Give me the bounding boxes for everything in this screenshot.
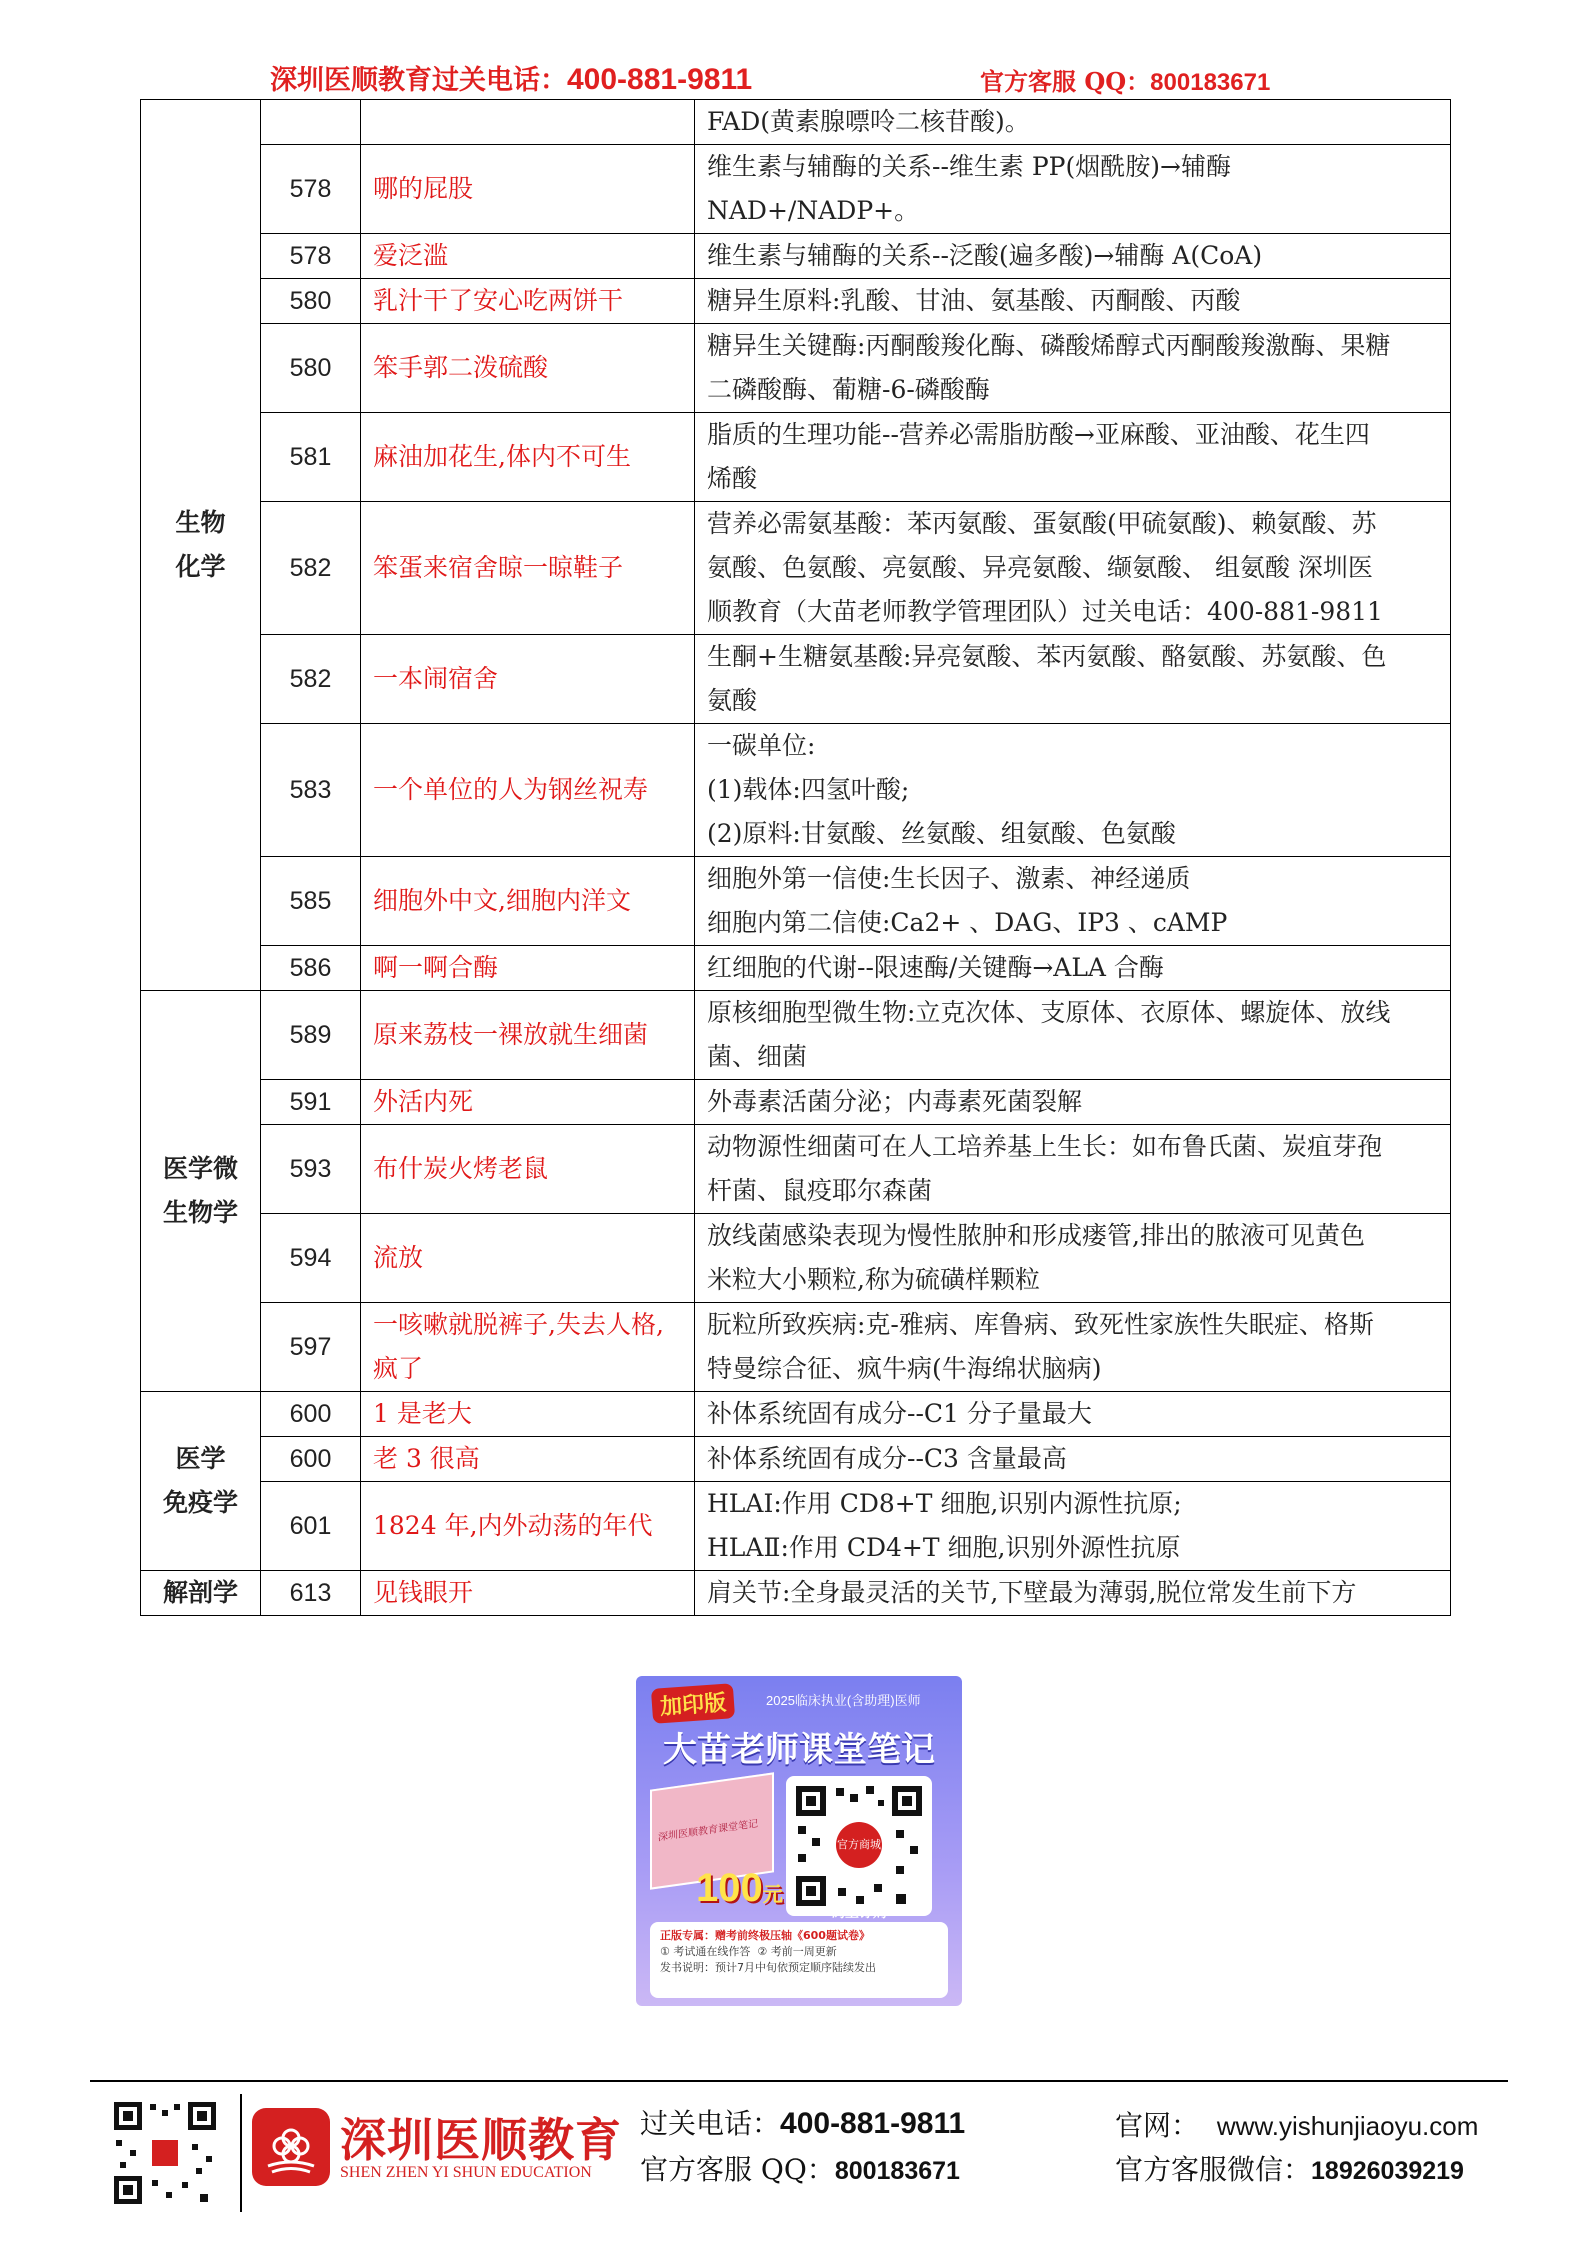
content-line: 肩关节:全身最灵活的关节,下壁最为薄弱,脱位常发生前下方 (707, 1578, 1357, 1607)
footer-site-url[interactable]: www.yishunjiaoyu.com (1216, 2111, 1479, 2141)
content-line: 维生素与辅酶的关系--泛酸(遍多酸)→辅酶 A(CoA) (707, 241, 1263, 270)
subject-line: 生物 (175, 508, 226, 537)
table-row (141, 324, 1451, 413)
mnemonic-cell: 老 3 很高 (361, 1437, 695, 1482)
content-line: 补体系统固有成分--C3 含量最高 (707, 1444, 1067, 1473)
table-row (141, 234, 1451, 279)
content-cell (695, 1080, 1451, 1125)
content-line: 补体系统固有成分--C1 分子量最大 (707, 1399, 1092, 1428)
table-row (141, 1437, 1451, 1482)
footer-hotline (640, 2102, 965, 2142)
content-line: 红细胞的代谢--限速酶/关键酶→ALA 合酶 (707, 953, 1164, 982)
table-row (141, 502, 1451, 635)
footer-wechat-label: 官方客服微信： (1115, 2153, 1312, 2186)
mnemonic-cell: 啊一啊合酶 (361, 946, 695, 991)
mnemonic-cell: 原来荔枝一裸放就生细菌 (361, 991, 695, 1080)
footer-qr-code-icon[interactable] (112, 2100, 218, 2206)
page-cell: 578 (261, 234, 361, 279)
subject-cell (141, 1571, 261, 1616)
page-cell (261, 100, 361, 145)
header-qq-number: 800183671 (1150, 69, 1271, 96)
page-header (140, 56, 1350, 98)
book-cover-text: 深圳医顺教育课堂笔记 (658, 1818, 758, 1844)
footer-separator (240, 2094, 242, 2212)
content-line: NAD+/NADP+。 (707, 196, 920, 225)
feature-2: ② 考前一周更新 (757, 1945, 837, 1958)
content-cell (695, 1303, 1451, 1392)
content-cell (695, 724, 1451, 857)
mnemonic-cell: 麻油加花生,体内不可生 (361, 413, 695, 502)
price-unit: 元 (762, 1884, 783, 1906)
content-line: 维生素与辅酶的关系--维生素 PP(烟酰胺)→辅酶 (707, 152, 1231, 181)
content-cell (695, 1392, 1451, 1437)
footer-qq-number: 800183671 (834, 2157, 960, 2185)
page-cell: 613 (261, 1571, 361, 1616)
content-line: (1)载体:四氢叶酸; (707, 775, 910, 804)
content-line: 糖异生原料:乳酸、甘油、氨基酸、丙酮酸、丙酸 (707, 286, 1241, 315)
page-cell: 594 (261, 1214, 361, 1303)
content-line: 脂质的生理功能--营养必需脂肪酸→亚麻酸、亚油酸、花生四 (707, 420, 1370, 449)
content-line: 放线菌感染表现为慢性脓肿和形成瘘管,排出的脓液可见黄色 (707, 1221, 1365, 1250)
footer-hotline-label: 过关电话： (640, 2107, 781, 2140)
footer-wechat (1115, 2148, 1464, 2188)
brand-name-en: SHEN ZHEN YI SHUN EDUCATION (340, 2164, 592, 2181)
footer-wechat-number: 18926039219 (1311, 2157, 1464, 2185)
content-cell (695, 1125, 1451, 1214)
content-cell (695, 1214, 1451, 1303)
footer-divider (90, 2080, 1508, 2082)
content-line: 顺教育（大苗老师教学管理团队）过关电话：400-881-9811 (707, 597, 1383, 626)
content-cell (695, 413, 1451, 502)
content-cell (695, 1482, 1451, 1571)
content-line: HLAⅠ:作用 CD8+T 细胞,识别内源性抗原; (707, 1489, 1182, 1518)
subject-cell (141, 991, 261, 1392)
subject-line: 生物学 (162, 1198, 238, 1227)
mnemonic-cell: 一个单位的人为钢丝祝寿 (361, 724, 695, 857)
content-cell (695, 1571, 1451, 1616)
page-cell: 600 (261, 1392, 361, 1437)
content-cell (695, 279, 1451, 324)
page-cell: 582 (261, 502, 361, 635)
promo-edition: 2025临床执业(含助理)医师 (766, 1693, 921, 1708)
header-qq (980, 62, 1270, 97)
mnemonic-cell: 外活内死 (361, 1080, 695, 1125)
page-cell: 582 (261, 635, 361, 724)
content-line: 菌、细菌 (707, 1042, 808, 1071)
subject-cell (141, 1392, 261, 1571)
mnemonic-cell: 爱泛滥 (361, 234, 695, 279)
footer-hotline-number: 400-881-9811 (780, 2107, 966, 2140)
table-row (141, 991, 1451, 1080)
content-cell (695, 100, 1451, 145)
page-cell: 585 (261, 857, 361, 946)
page-cell: 600 (261, 1437, 361, 1482)
mnemonic-cell: 笨手郭二泼硫酸 (361, 324, 695, 413)
promo-banner[interactable] (636, 1676, 962, 2006)
content-line: 米粒大小颗粒,称为硫磺样颗粒 (707, 1265, 1040, 1294)
content-line: 烯酸 (707, 464, 758, 493)
page-cell: 601 (261, 1482, 361, 1571)
page-cell: 580 (261, 324, 361, 413)
promo-badge: 加印版 (651, 1683, 735, 1724)
subject-cell (141, 100, 261, 991)
mnemonic-cell: 布什炭火烤老鼠 (361, 1125, 695, 1214)
page-cell: 586 (261, 946, 361, 991)
footer-website[interactable] (1115, 2104, 1478, 2144)
mnemonic-cell: 见钱眼开 (361, 1571, 695, 1616)
table-row (141, 413, 1451, 502)
content-cell (695, 857, 1451, 946)
content-cell (695, 234, 1451, 279)
qr-caption: 码上订购 (831, 1905, 887, 1921)
promo-price (696, 1866, 783, 1911)
mnemonic-cell (361, 100, 695, 145)
content-line: 细胞内第二信使:Ca2+ 、DAG、IP3 、cAMP (707, 908, 1228, 937)
promo-gift (650, 1922, 948, 1944)
page-cell: 581 (261, 413, 361, 502)
table-row (141, 635, 1451, 724)
promo-info-panel (650, 1922, 948, 1998)
content-line: (2)原料:甘氨酸、丝氨酸、组氨酸、色氨酸 (707, 819, 1176, 848)
content-line: HLAⅡ:作用 CD4+T 细胞,识别外源性抗原 (707, 1533, 1181, 1562)
content-cell (695, 502, 1451, 635)
content-line: 二磷酸酶、葡糖-6-磷酸酶 (707, 375, 990, 404)
table-row (141, 1482, 1451, 1571)
content-line: 氨酸 (707, 686, 758, 715)
table-row (141, 100, 1451, 145)
gift-label: 正版专属： (660, 1929, 715, 1942)
table-row (141, 1303, 1451, 1392)
content-line: 氨酸、色氨酸、亮氨酸、异亮氨酸、缬氨酸、 组氨酸 深圳医 (707, 553, 1373, 582)
table-row (141, 946, 1451, 991)
page-cell: 593 (261, 1125, 361, 1214)
mnemonic-cell: 哪的屁股 (361, 145, 695, 234)
content-line: 动物源性细菌可在人工培养基上生长：如布鲁氏菌、炭疽芽孢 (707, 1132, 1383, 1161)
promo-shipping: 发书说明：预计7月中旬依预定顺序陆续发出 (660, 1961, 876, 1974)
subject-line: 化学 (175, 552, 226, 581)
qr-logo: 官方商城 (836, 1822, 882, 1868)
footer-qq-label: 官方客服 QQ： (640, 2153, 835, 2186)
content-cell (695, 991, 1451, 1080)
mnemonic-cell: 细胞外中文,细胞内洋文 (361, 857, 695, 946)
subject-line: 免疫学 (162, 1488, 238, 1517)
table-row (141, 857, 1451, 946)
header-qq-label: 官方客服 QQ： (980, 67, 1151, 96)
mnemonic-cell: 乳汁干了安心吃两饼干 (361, 279, 695, 324)
page-cell: 597 (261, 1303, 361, 1392)
footer-site-label: 官网： (1115, 2109, 1200, 2142)
subject-line: 医学微 (162, 1154, 238, 1183)
page-cell: 580 (261, 279, 361, 324)
content-line: 一碳单位: (707, 731, 816, 760)
content-cell (695, 1437, 1451, 1482)
header-hotline-number: 400-881-9811 (567, 63, 753, 96)
content-line: 杆菌、鼠疫耶尔森菌 (707, 1176, 933, 1205)
feature-1: ① 考试通在线作答 (660, 1945, 751, 1958)
mnemonic-cell: 笨蛋来宿舍晾一晾鞋子 (361, 502, 695, 635)
content-cell (695, 324, 1451, 413)
content-cell (695, 145, 1451, 234)
content-cell (695, 635, 1451, 724)
table-row (141, 1571, 1451, 1616)
subject-line: 医学 (175, 1444, 226, 1473)
content-line: 特曼综合征、疯牛病(牛海绵状脑病) (707, 1354, 1102, 1383)
footer-qq (640, 2148, 960, 2188)
content-line: 细胞外第一信使:生长因子、激素、神经递质 (707, 864, 1191, 893)
content-line: 外毒素活菌分泌；内毒素死菌裂解 (707, 1087, 1083, 1116)
content-line: 生酮+生糖氨基酸:异亮氨酸、苯丙氨酸、酪氨酸、苏氨酸、色 (707, 642, 1387, 671)
mnemonic-table (140, 99, 1451, 1616)
header-hotline (270, 58, 752, 97)
table-row (141, 1080, 1451, 1125)
table-row (141, 145, 1451, 234)
table-row (141, 1392, 1451, 1437)
price-value: 100 (696, 1866, 763, 1910)
content-line: 朊粒所致疾病:克-雅病、库鲁病、致死性家族性失眠症、格斯 (707, 1310, 1374, 1339)
order-qr-code[interactable] (786, 1776, 932, 1916)
header-hotline-label: 深圳医顺教育过关电话： (270, 65, 567, 96)
content-line: 原核细胞型微生物:立克次体、支原体、衣原体、螺旋体、放线 (707, 998, 1391, 1027)
mnemonic-cell: 1824 年,内外动荡的年代 (361, 1482, 695, 1571)
brand-logo-icon (252, 2108, 330, 2186)
page-cell: 583 (261, 724, 361, 857)
gift-text: 赠考前终极压轴《600题试卷》 (715, 1929, 870, 1942)
table-row (141, 279, 1451, 324)
promo-title: 大苗老师课堂笔记 (663, 1730, 935, 1770)
table-row (141, 724, 1451, 857)
promo-feature-line (650, 1944, 948, 1960)
brand-name: 深圳医顺教育 (340, 2113, 622, 2167)
subject-line: 解剖学 (162, 1578, 238, 1607)
table-row (141, 1214, 1451, 1303)
mnemonic-cell: 一本闹宿舍 (361, 635, 695, 724)
page-cell: 589 (261, 991, 361, 1080)
content-line: 营养必需氨基酸：苯丙氨酸、蛋氨酸(甲硫氨酸)、赖氨酸、苏 (707, 509, 1377, 538)
page-cell: 591 (261, 1080, 361, 1125)
mnemonic-cell: 一咳嗽就脱裤子,失去人格,疯了 (361, 1303, 695, 1392)
table-row (141, 1125, 1451, 1214)
content-cell (695, 946, 1451, 991)
content-line: 糖异生关键酶:丙酮酸羧化酶、磷酸烯醇式丙酮酸羧激酶、果糖 (707, 331, 1391, 360)
mnemonic-cell: 1 是老大 (361, 1392, 695, 1437)
content-line: FAD(黄素腺嘌呤二核苷酸)。 (707, 107, 1030, 136)
page-cell: 578 (261, 145, 361, 234)
mnemonic-cell: 流放 (361, 1214, 695, 1303)
